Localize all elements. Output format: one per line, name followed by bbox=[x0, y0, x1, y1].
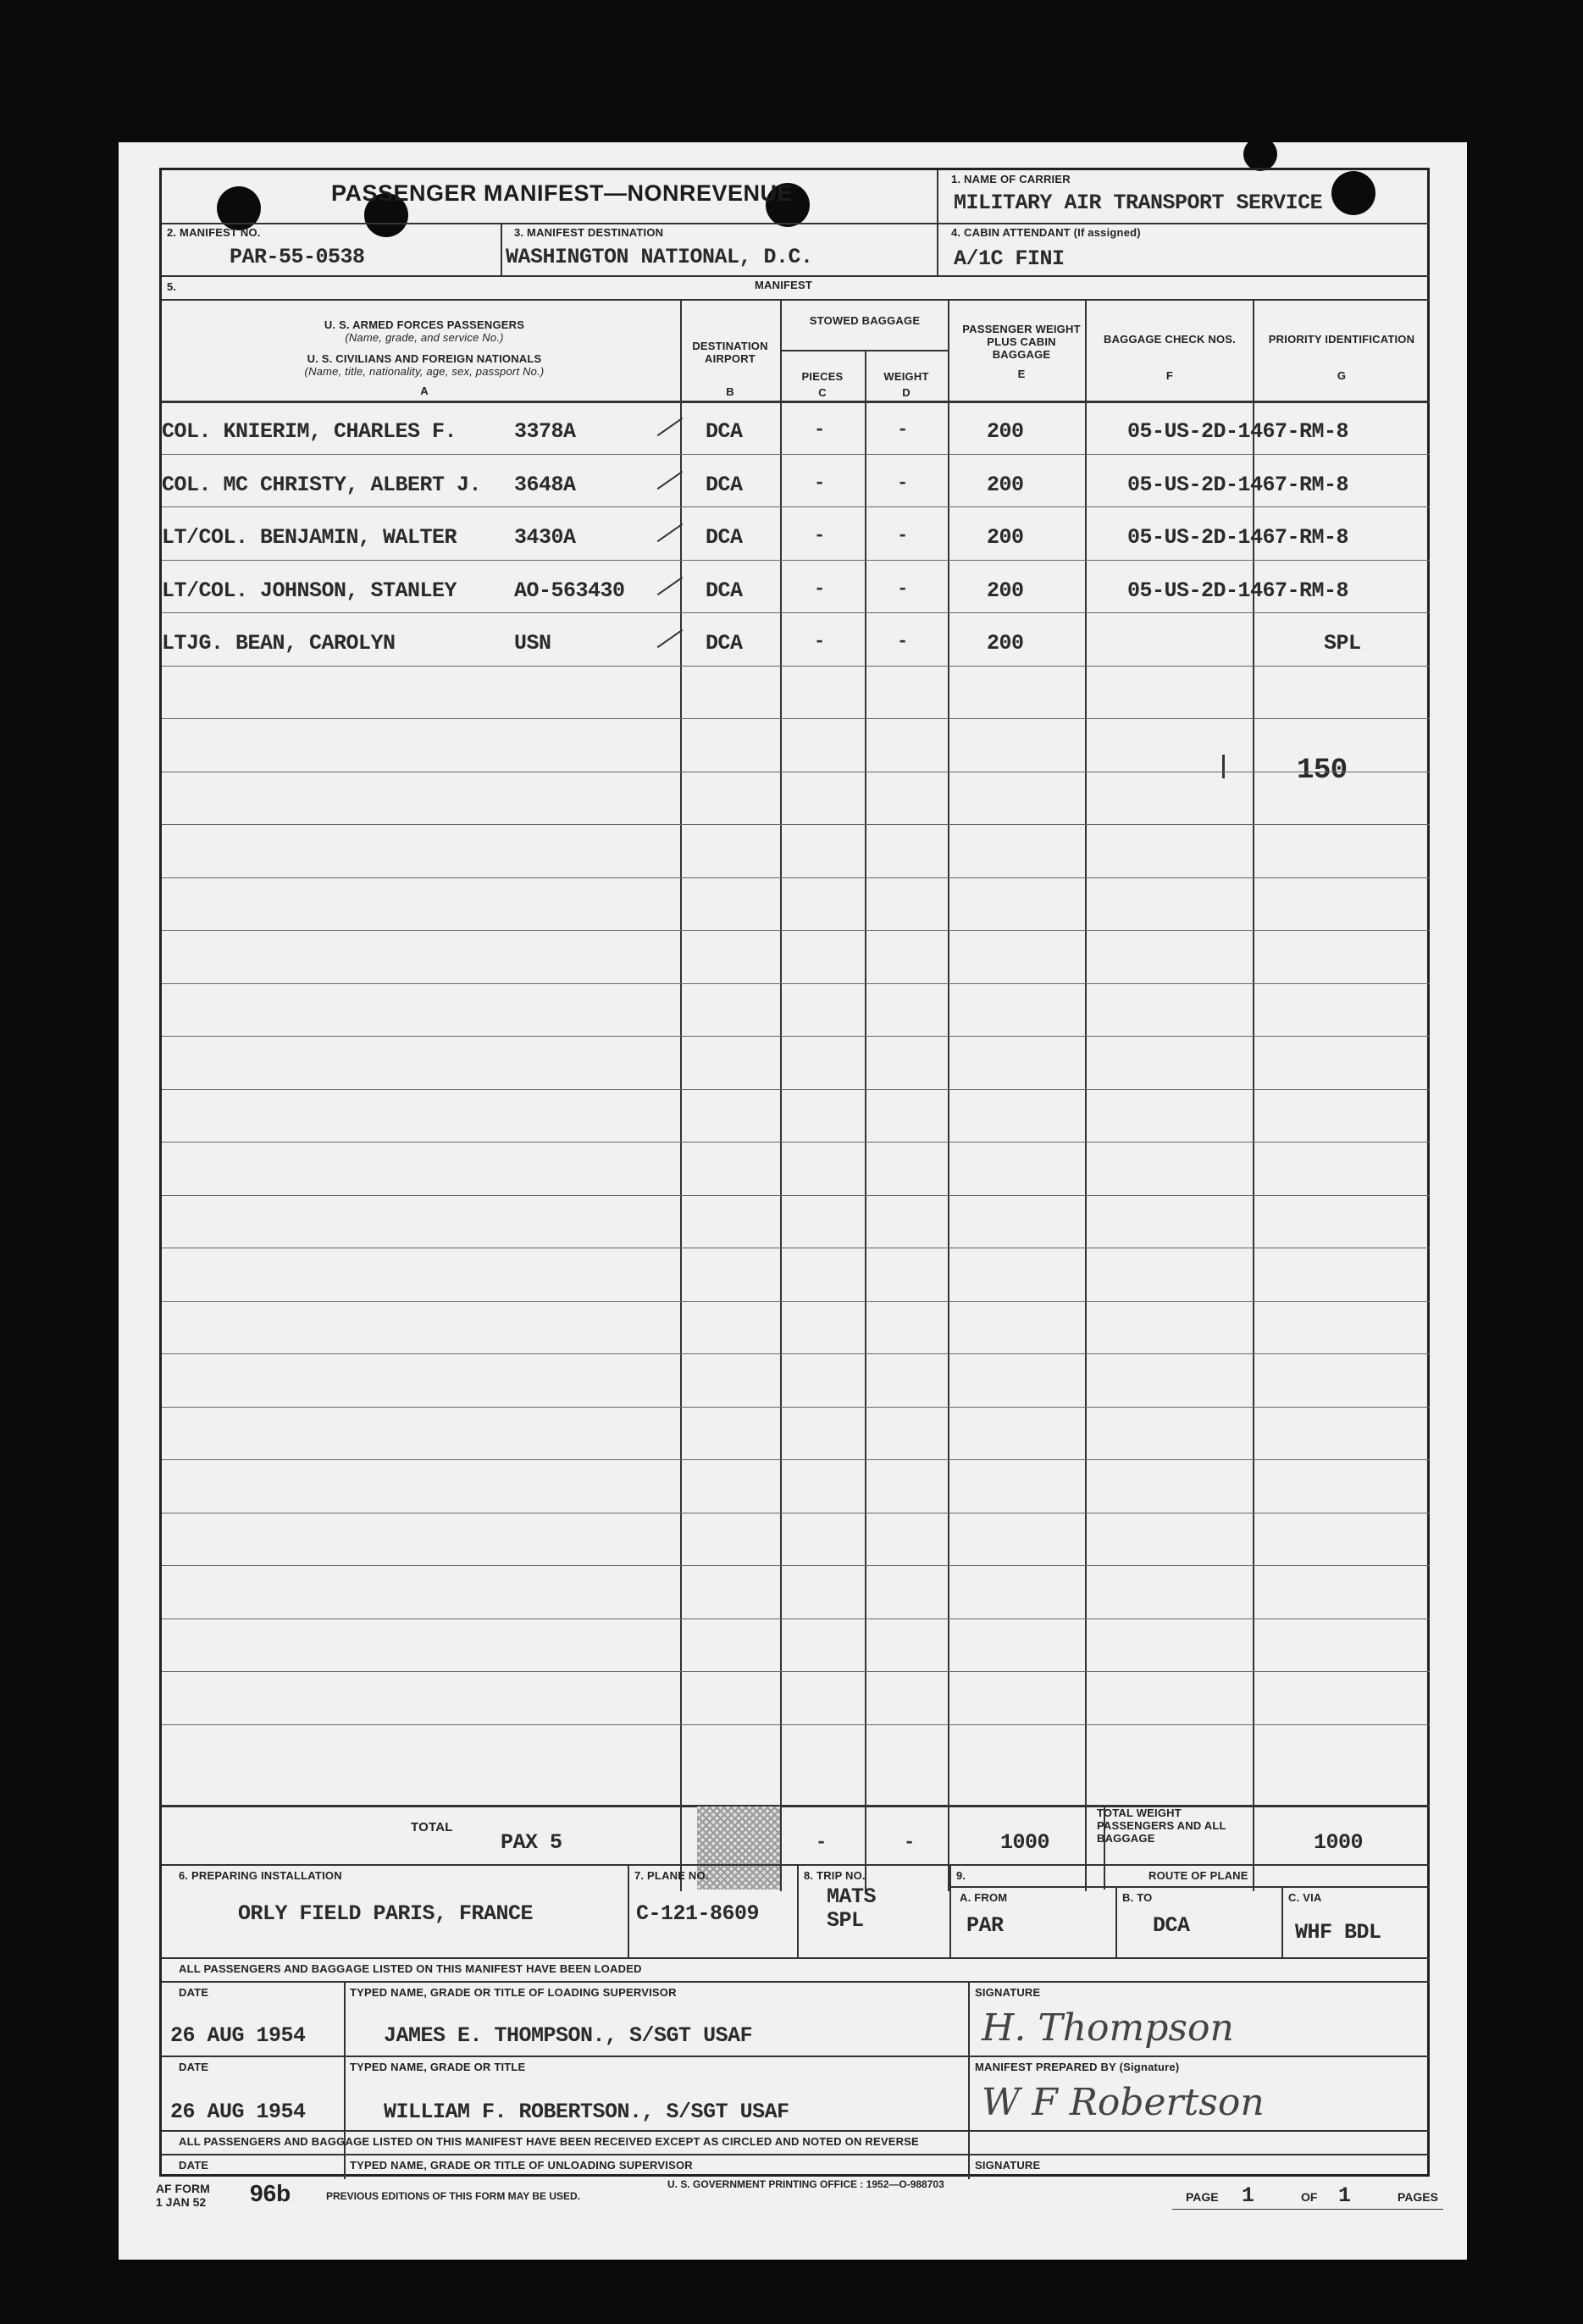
destination-label: 3. MANIFEST DESTINATION bbox=[514, 226, 664, 239]
stowed-weight: - bbox=[897, 578, 909, 600]
passenger-weight: 200 bbox=[987, 525, 1024, 550]
total-pax-weight: 1000 bbox=[1000, 1830, 1050, 1855]
weight-note-150: 150 bbox=[1297, 755, 1348, 787]
stowed-weight: - bbox=[897, 473, 909, 494]
stowed-pieces: - bbox=[814, 419, 826, 440]
pages-label: PAGES bbox=[1398, 2190, 1438, 2204]
unloading-name-label: TYPED NAME, GRADE OR TITLE OF UNLOADING SUPERVISOR bbox=[350, 2159, 693, 2172]
installation-value: ORLY FIELD PARIS, FRANCE bbox=[238, 1901, 534, 1926]
destination-airport: DCA bbox=[706, 525, 743, 550]
via-label: C. VIA bbox=[1288, 1891, 1322, 1904]
destination-value: WASHINGTON NATIONAL, D.C. bbox=[506, 245, 813, 269]
row-rule bbox=[162, 506, 1430, 507]
passenger-name: COL. MC CHRISTY, ALBERT J. bbox=[162, 473, 482, 497]
af-form-label: AF FORM bbox=[156, 2182, 210, 2195]
total-pax: PAX 5 bbox=[501, 1830, 562, 1855]
stowed-weight: - bbox=[897, 419, 909, 440]
stowed-weight: - bbox=[897, 525, 909, 546]
row-rule bbox=[162, 1036, 1430, 1037]
row-rule bbox=[162, 1724, 1430, 1725]
row-rule bbox=[162, 1407, 1430, 1408]
total-pieces: - bbox=[816, 1832, 827, 1853]
row-rule bbox=[162, 1089, 1430, 1090]
col-b-header: DESTINATION AIRPORT B bbox=[692, 340, 768, 398]
unloading-date-label: DATE bbox=[179, 2159, 209, 2172]
loading-date: 26 AUG 1954 bbox=[170, 2023, 306, 2048]
carrier-value: MILITARY AIR TRANSPORT SERVICE bbox=[954, 191, 1323, 215]
col-c-header: PIECES C bbox=[801, 370, 844, 399]
row-rule bbox=[162, 1671, 1430, 1672]
manifest-paper bbox=[119, 142, 1467, 2260]
check-tick bbox=[657, 523, 684, 542]
row-rule bbox=[162, 1195, 1430, 1196]
section5-label: 5. bbox=[167, 280, 177, 293]
col-f-header: BAGGAGE CHECK NOS. F bbox=[1103, 333, 1236, 382]
paper-tear bbox=[1243, 137, 1277, 171]
row-rule bbox=[162, 1142, 1430, 1143]
manifest-no-label: 2. MANIFEST NO. bbox=[167, 226, 261, 239]
prepared-signature: W F Robertson bbox=[982, 2081, 1265, 2124]
route-num: 9. bbox=[956, 1869, 966, 1882]
col-a-header: U. S. ARMED FORCES PASSENGERS (Name, grade, and service No.) U. S. CIVILIANS AND FOREIGN NATIONALS (Name, title, nationality, age, sex, passport No.) A bbox=[304, 318, 545, 397]
trip-label: 8. TRIP NO. bbox=[804, 1869, 866, 1882]
destination-airport: DCA bbox=[706, 578, 743, 603]
to-label: B. TO bbox=[1122, 1891, 1153, 1904]
passenger-name: LTJG. BEAN, CAROLYN bbox=[162, 631, 396, 656]
loading-signature: H. Thompson bbox=[982, 2006, 1234, 2050]
passenger-weight: 200 bbox=[987, 419, 1024, 444]
row-rule bbox=[162, 930, 1430, 931]
attendant-value: A/1C FINI bbox=[954, 246, 1065, 271]
trip-value-1: MATS bbox=[827, 1884, 877, 1909]
check-tick bbox=[657, 471, 684, 490]
to-value: DCA bbox=[1153, 1913, 1190, 1938]
of-label: OF bbox=[1301, 2190, 1318, 2204]
loading-statement: ALL PASSENGERS AND BAGGAGE LISTED ON THIS MANIFEST HAVE BEEN LOADED bbox=[179, 1962, 642, 1975]
attendant-label: 4. CABIN ATTENDANT (If assigned) bbox=[951, 226, 1141, 239]
form-title: PASSENGER MANIFEST—NONREVENUE bbox=[331, 180, 794, 206]
baggage-check-no: 05-US-2D-1467-RM-8 bbox=[1127, 419, 1349, 444]
passenger-service-no: 3648A bbox=[514, 473, 576, 497]
col-d-header: WEIGHT D bbox=[883, 370, 929, 399]
row-rule bbox=[162, 1301, 1430, 1302]
stowed-weight: - bbox=[897, 631, 909, 652]
prepared-name-label: TYPED NAME, GRADE OR TITLE bbox=[350, 2061, 526, 2073]
loading-sig-label: SIGNATURE bbox=[975, 1986, 1041, 1999]
loading-name-label: TYPED NAME, GRADE OR TITLE OF LOADING SUPERVISOR bbox=[350, 1986, 677, 1999]
manifest-form bbox=[159, 168, 1430, 2177]
passenger-service-no: USN bbox=[514, 631, 551, 656]
installation-label: 6. PREPARING INSTALLATION bbox=[179, 1869, 342, 1882]
row-rule bbox=[162, 1618, 1430, 1619]
prepared-sig-label: MANIFEST PREPARED BY (Signature) bbox=[975, 2061, 1180, 2073]
baggage-check-no: 05-US-2D-1467-RM-8 bbox=[1127, 578, 1349, 603]
prepared-date: 26 AUG 1954 bbox=[170, 2100, 306, 2124]
page-total: 1 bbox=[1338, 2183, 1351, 2208]
row-rule bbox=[162, 612, 1430, 613]
stowed-pieces: - bbox=[814, 525, 826, 546]
check-tick bbox=[657, 418, 684, 436]
passenger-service-no: 3378A bbox=[514, 419, 576, 444]
baggage-check-no: 05-US-2D-1467-RM-8 bbox=[1127, 525, 1349, 550]
destination-airport: DCA bbox=[706, 631, 743, 656]
row-rule bbox=[162, 824, 1430, 825]
loading-name: JAMES E. THOMPSON., S/SGT USAF bbox=[384, 2023, 753, 2048]
col-e-header: PASSENGER WEIGHT PLUS CABIN BAGGAGE E bbox=[962, 323, 1081, 380]
gpo-note: U. S. GOVERNMENT PRINTING OFFICE : 1952—O-988703 bbox=[667, 2178, 944, 2190]
from-label: A. FROM bbox=[960, 1891, 1008, 1904]
passenger-weight: 200 bbox=[987, 631, 1024, 656]
via-value: WHF BDL bbox=[1295, 1920, 1381, 1945]
row-rule bbox=[162, 1459, 1430, 1460]
loading-date-label: DATE bbox=[179, 1986, 209, 1999]
baggage-check-no: 05-US-2D-1467-RM-8 bbox=[1127, 473, 1349, 497]
row-rule bbox=[162, 877, 1430, 878]
prepared-date-label: DATE bbox=[179, 2061, 209, 2073]
passenger-name: LT/COL. JOHNSON, STANLEY bbox=[162, 578, 457, 603]
col-g-header: PRIORITY IDENTIFICATION G bbox=[1268, 333, 1415, 382]
row-rule bbox=[162, 1353, 1430, 1354]
from-value: PAR bbox=[966, 1913, 1004, 1938]
previous-editions-note: PREVIOUS EDITIONS OF THIS FORM MAY BE USED. bbox=[326, 2190, 581, 2202]
check-tick bbox=[657, 577, 684, 595]
route-label: ROUTE OF PLANE bbox=[1149, 1869, 1248, 1882]
tick-mark bbox=[1222, 755, 1225, 778]
unloading-statement: ALL PASSENGERS AND BAGGAGE LISTED ON THIS MANIFEST HAVE BEEN RECEIVED EXCEPT AS CIRCLED AND NOTED ON REVERSE bbox=[179, 2135, 919, 2148]
row-rule bbox=[162, 718, 1430, 719]
stowed-baggage-header: STOWED BAGGAGE bbox=[809, 314, 921, 327]
page-number: 1 bbox=[1242, 2183, 1254, 2208]
check-tick bbox=[657, 629, 684, 648]
passenger-name: LT/COL. BENJAMIN, WALTER bbox=[162, 525, 457, 550]
row-rule bbox=[162, 666, 1430, 667]
total-weight-label: TOTAL WEIGHT PASSENGERS AND ALL BAGGAGE bbox=[1097, 1807, 1226, 1845]
plane-value: C-121-8609 bbox=[636, 1901, 760, 1926]
manifest-no-value: PAR-55-0538 bbox=[230, 245, 365, 269]
destination-airport: DCA bbox=[706, 419, 743, 444]
passenger-service-no: 3430A bbox=[514, 525, 576, 550]
row-rule bbox=[162, 1565, 1430, 1566]
hatched-cell bbox=[697, 1807, 780, 1890]
page-label: PAGE bbox=[1186, 2190, 1219, 2204]
unloading-sig-label: SIGNATURE bbox=[975, 2159, 1041, 2172]
passenger-weight: 200 bbox=[987, 578, 1024, 603]
manifest-label: MANIFEST bbox=[755, 279, 813, 291]
stowed-pieces: - bbox=[814, 578, 826, 600]
stowed-pieces: - bbox=[814, 473, 826, 494]
stowed-pieces: - bbox=[814, 631, 826, 652]
form-number: 96b bbox=[250, 2180, 291, 2206]
plane-label: 7. PLANE NO. bbox=[634, 1869, 709, 1882]
passenger-service-no: AO-563430 bbox=[514, 578, 625, 603]
passenger-weight: 200 bbox=[987, 473, 1024, 497]
carrier-label: 1. NAME OF CARRIER bbox=[951, 173, 1071, 185]
af-form-date: 1 JAN 52 bbox=[156, 2195, 207, 2209]
total-label: TOTAL bbox=[411, 1820, 453, 1834]
row-rule bbox=[162, 983, 1430, 984]
priority-id: SPL bbox=[1324, 631, 1361, 656]
prepared-name: WILLIAM F. ROBERTSON., S/SGT USAF bbox=[384, 2100, 789, 2124]
trip-value-2: SPL bbox=[827, 1908, 864, 1933]
total-weight: - bbox=[904, 1832, 916, 1853]
total-weight-value: 1000 bbox=[1314, 1830, 1364, 1855]
passenger-name: COL. KNIERIM, CHARLES F. bbox=[162, 419, 457, 444]
destination-airport: DCA bbox=[706, 473, 743, 497]
row-rule bbox=[162, 454, 1430, 455]
row-rule bbox=[162, 560, 1430, 561]
